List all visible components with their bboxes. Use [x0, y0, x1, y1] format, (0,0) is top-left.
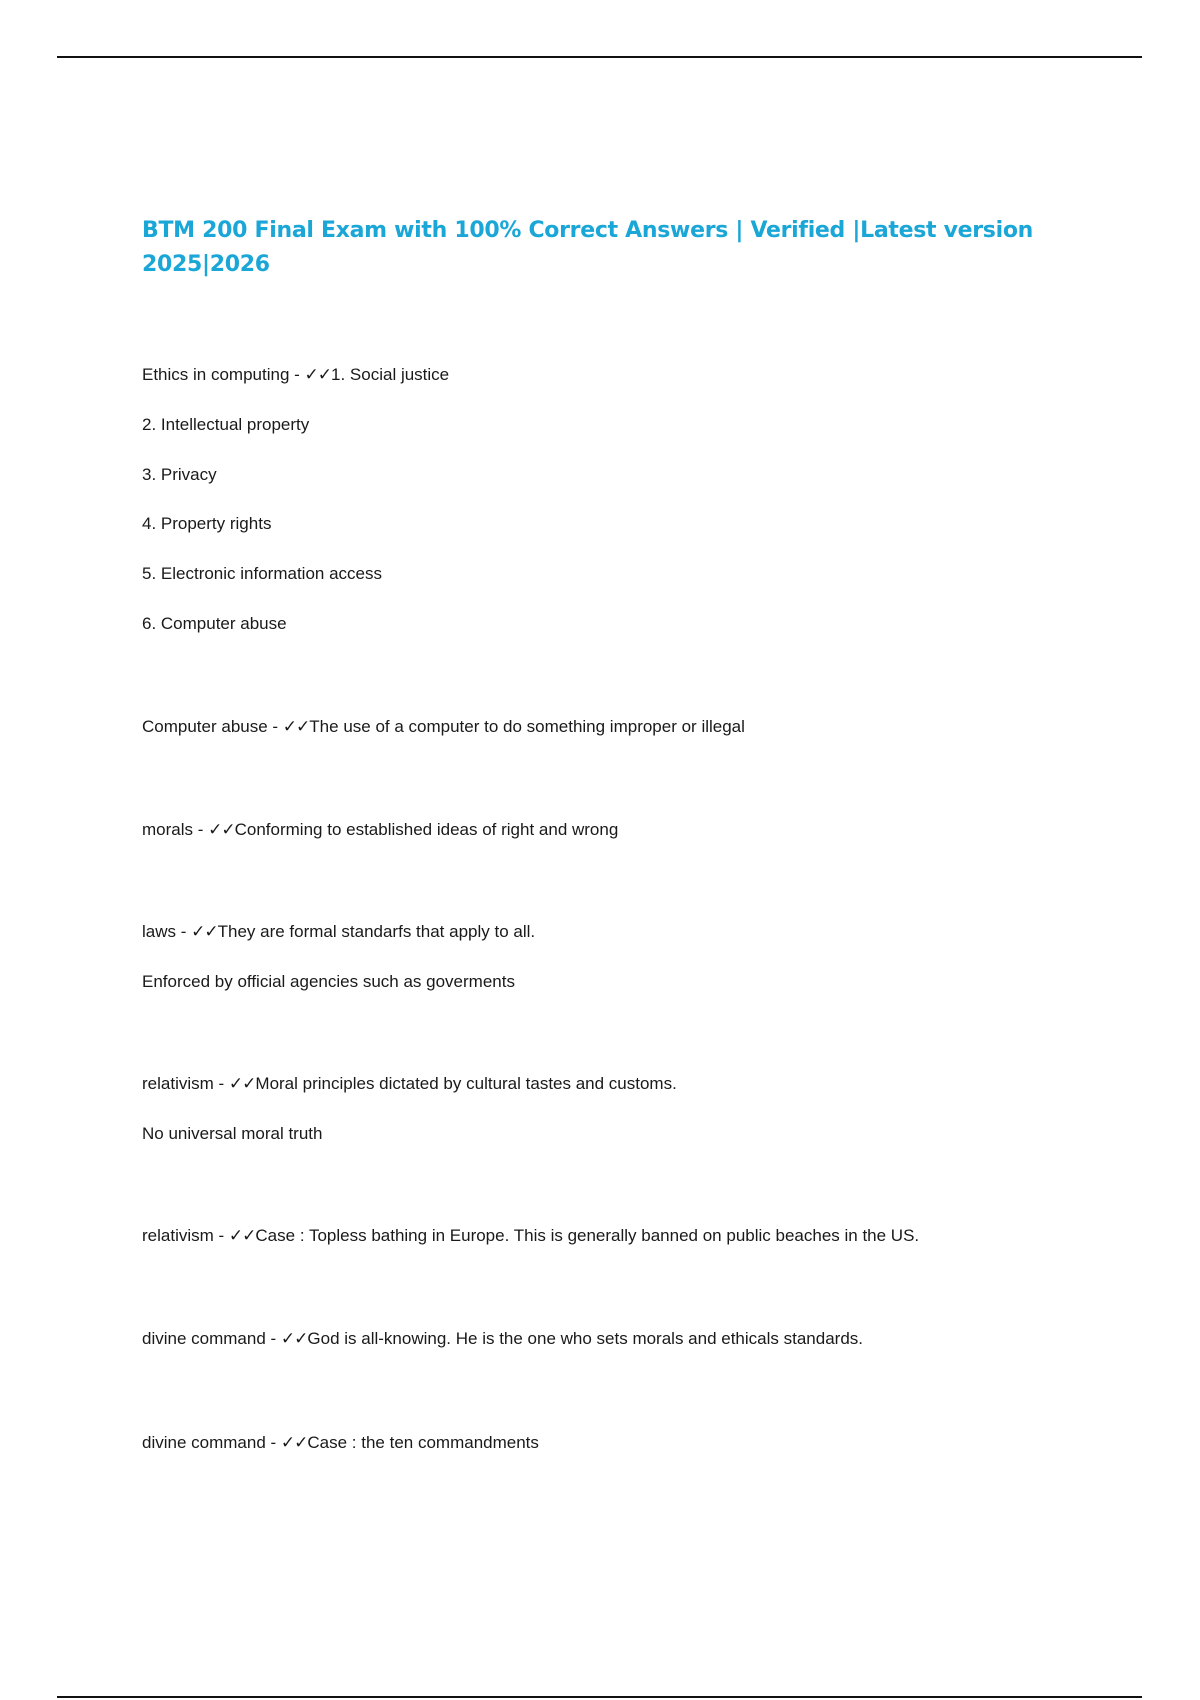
entry-term: morals - [142, 820, 208, 839]
entry-ethics-in-computing [142, 364, 449, 386]
entry-continuation: Enforced by official agencies such as goverments [142, 972, 515, 991]
entry-divine-command-case [142, 1432, 539, 1454]
entry-term: laws - [142, 922, 191, 941]
entry-list-item: 5. Electronic information access [142, 564, 382, 583]
double-check-icon: ✓✓ [304, 365, 332, 384]
page-title: BTM 200 Final Exam with 100% Correct Answers | Verified |Latest version 2025|2026 [142, 218, 1033, 277]
entry-list-item: 6. Computer abuse [142, 614, 287, 633]
entry-term: relativism - [142, 1074, 229, 1093]
entry-answer: The use of a computer to do something improper or illegal [309, 717, 745, 736]
double-check-icon: ✓✓ [228, 1226, 256, 1245]
entry-answer: They are formal standarfs that apply to all. [217, 922, 536, 941]
entry-morals [142, 819, 618, 841]
entry-term: divine command - [142, 1433, 281, 1452]
entry-answer: Case : Topless bathing in Europe. This is generally banned on public beaches in the US. [255, 1226, 920, 1245]
double-check-icon: ✓✓ [280, 1329, 308, 1348]
entry-answer: Moral principles dictated by cultural tastes and customs. [255, 1074, 677, 1093]
entry-answer: Conforming to established ideas of right and wrong [234, 820, 619, 839]
entry-list-item: 3. Privacy [142, 465, 217, 484]
double-check-icon: ✓✓ [191, 922, 218, 941]
entry-answer: Case : the ten commandments [307, 1433, 539, 1452]
entry-answer: 1. Social justice [331, 365, 450, 384]
entry-continuation: No universal moral truth [142, 1124, 323, 1143]
entry-divine-command [142, 1328, 863, 1350]
entry-relativism [142, 1073, 677, 1095]
entry-list-item: 2. Intellectual property [142, 415, 310, 434]
entry-list-item: 4. Property rights [142, 514, 272, 533]
entry-term: divine command - [142, 1329, 281, 1348]
bottom-rule [57, 1696, 1142, 1698]
top-rule [57, 56, 1142, 58]
double-check-icon: ✓✓ [282, 717, 310, 736]
double-check-icon: ✓✓ [208, 820, 235, 839]
entry-term: relativism - [142, 1226, 229, 1245]
double-check-icon: ✓✓ [228, 1074, 256, 1093]
entry-term: Ethics in computing - [142, 365, 305, 384]
entry-computer-abuse [142, 716, 745, 738]
entry-laws [142, 921, 535, 943]
entry-answer: God is all-knowing. He is the one who sets morals and ethicals standards. [307, 1329, 864, 1348]
entry-relativism-case [142, 1225, 919, 1247]
entry-term: Computer abuse - [142, 717, 283, 736]
double-check-icon: ✓✓ [280, 1433, 308, 1452]
